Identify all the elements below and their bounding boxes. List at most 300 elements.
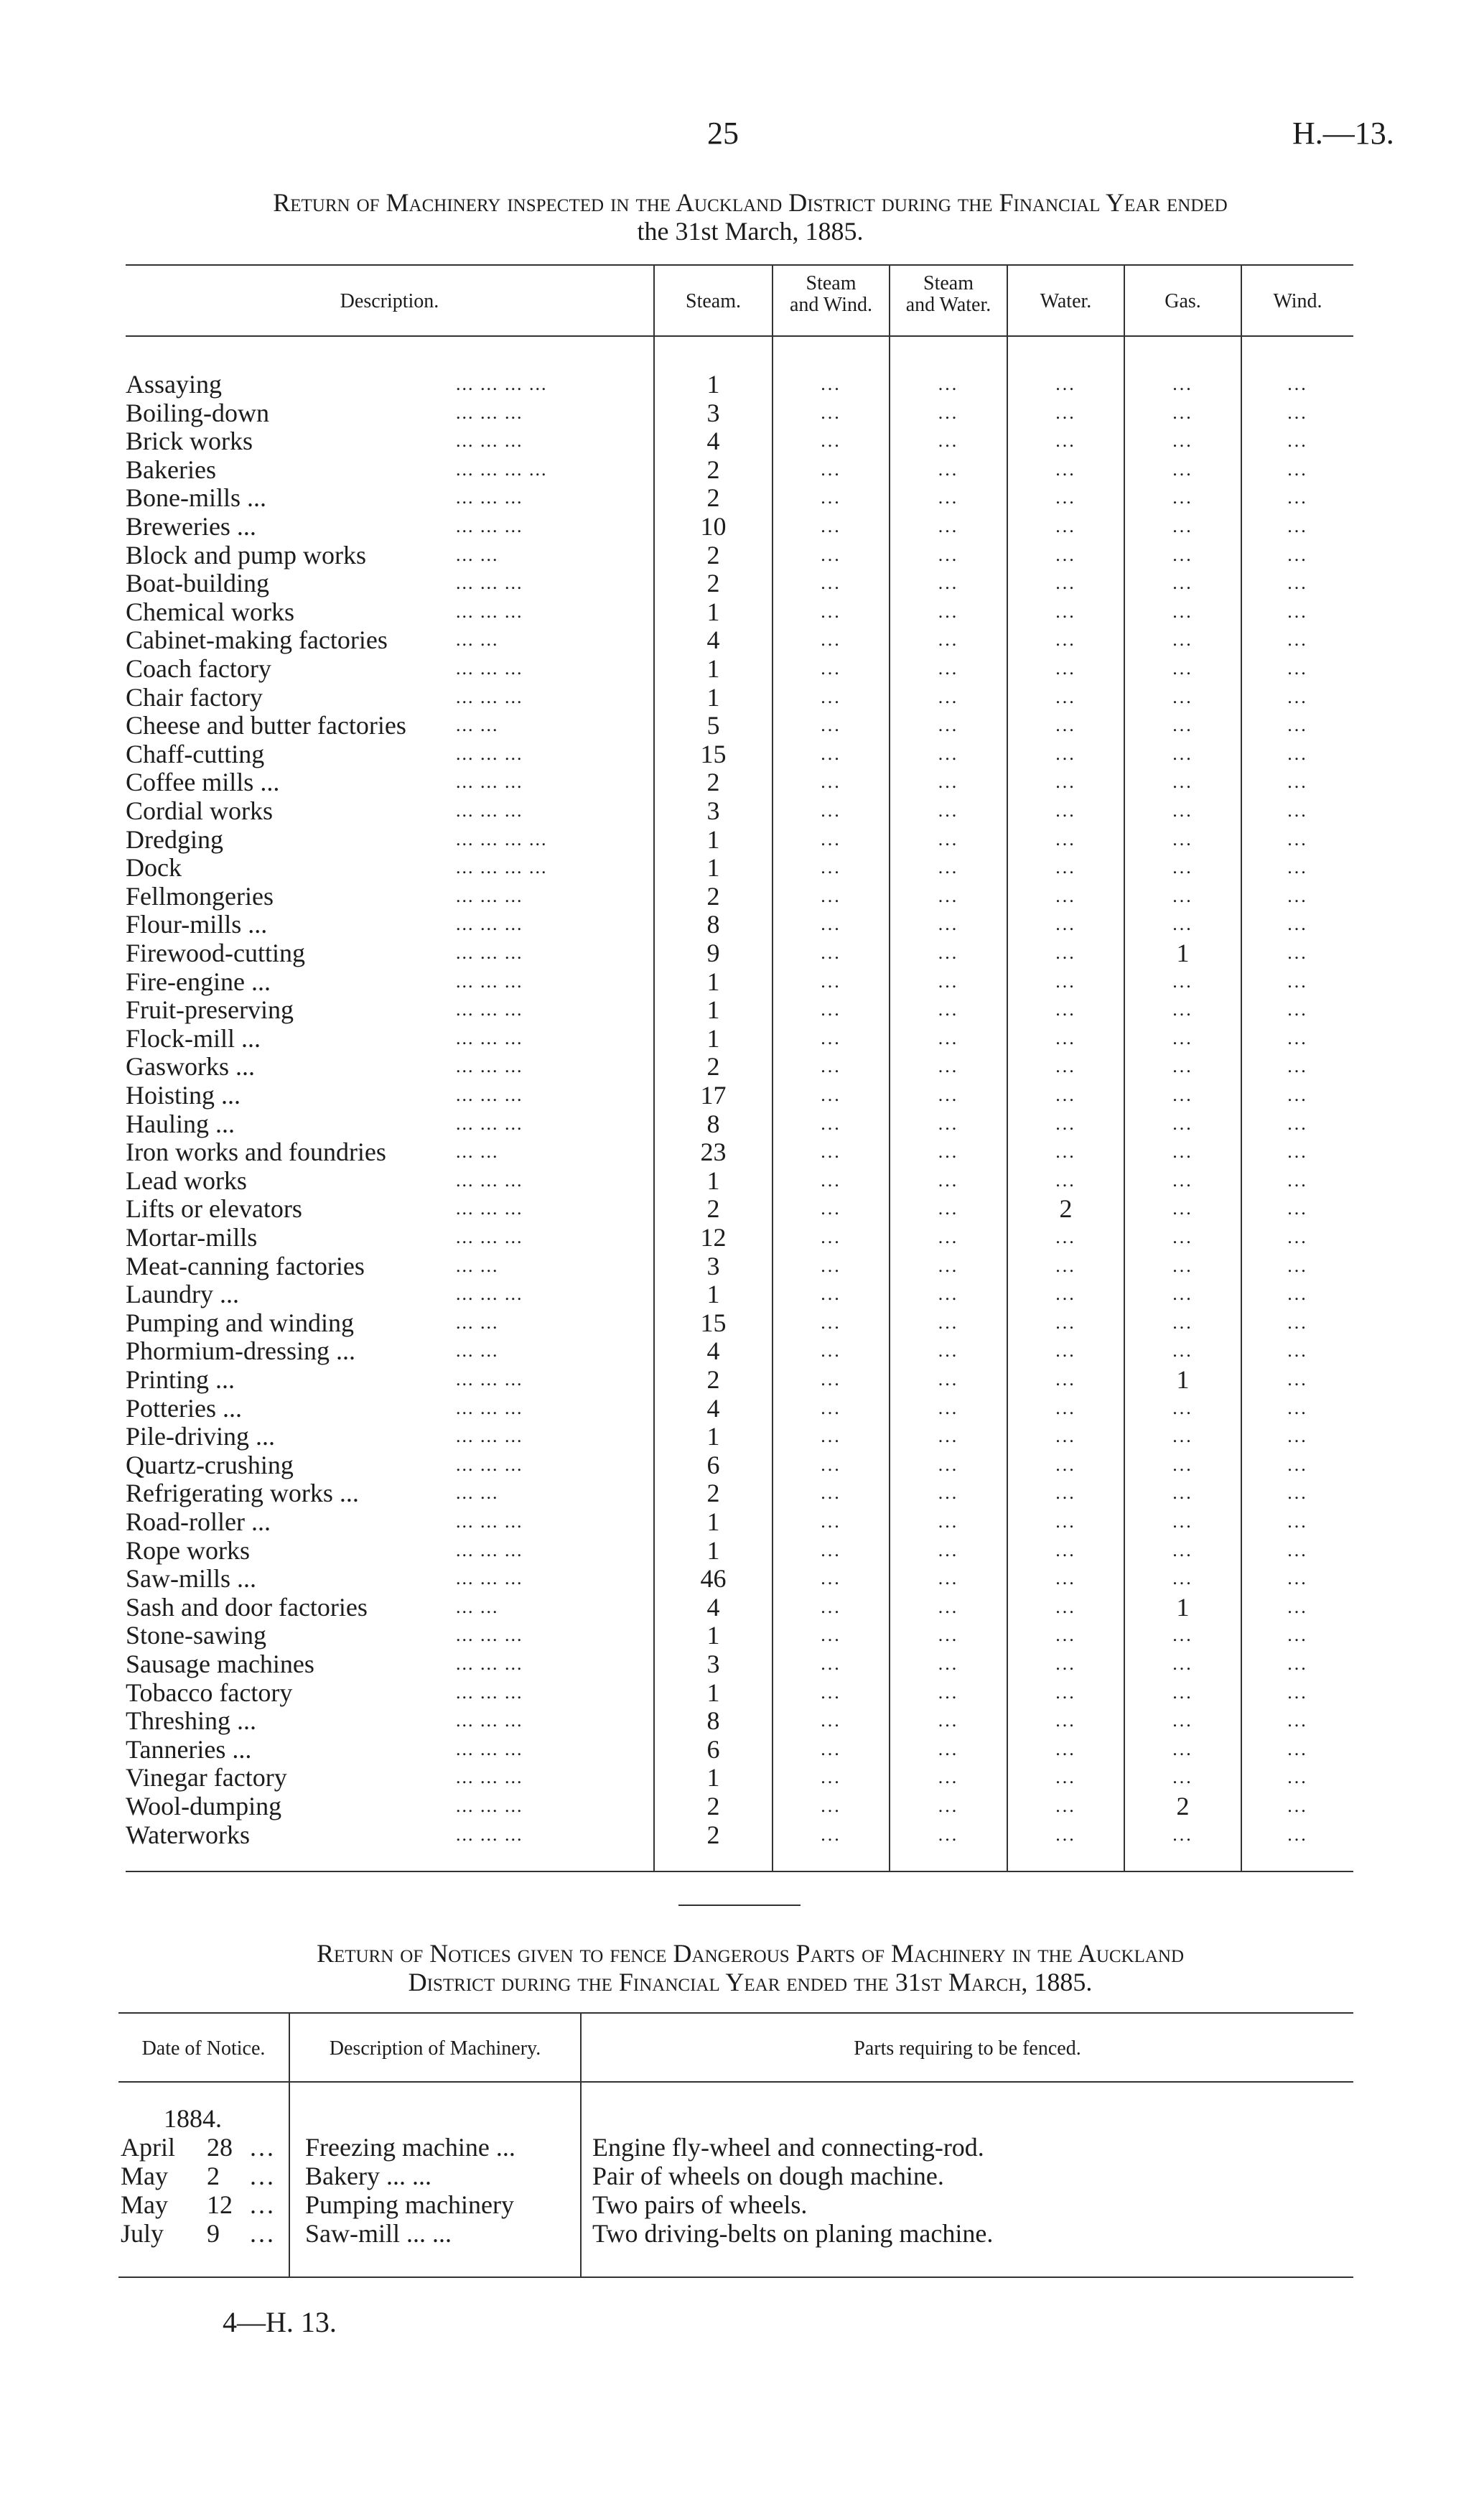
row-description: Breweries ... [126, 512, 256, 541]
cell-wind: ... [1287, 373, 1308, 394]
row-description: Chaff-cutting [126, 739, 265, 768]
row-description: Pile-driving ... [126, 1422, 275, 1451]
cell-water: ... [1055, 1255, 1076, 1276]
cell-wind: ... [1287, 800, 1308, 821]
cell-water: ... [1055, 1369, 1076, 1390]
cell-steam-water: ... [938, 458, 959, 480]
cell-gas: ... [1172, 1681, 1193, 1703]
cell-steam: 8 [706, 910, 720, 939]
cell-steam-wind: ... [821, 1084, 841, 1105]
cell-steam-wind: ... [821, 1112, 841, 1134]
row-description: Lifts or elevators [126, 1194, 302, 1224]
cell-steam: 4 [706, 626, 720, 655]
row-description: Brick works [126, 427, 253, 456]
row-description: Coach factory [126, 654, 271, 683]
cell-steam: 6 [706, 1450, 720, 1479]
cell-steam-wind: ... [821, 1198, 841, 1219]
cell-steam: 3 [706, 796, 720, 825]
row-leader-dots: ... ... ... [456, 970, 523, 992]
cell-gas: ... [1172, 1027, 1193, 1048]
cell-steam-water: ... [938, 743, 959, 764]
row-leader-dots: ... ... ... [456, 430, 523, 452]
cell-steam: 2 [706, 483, 720, 513]
col-steam-wind [773, 273, 889, 316]
cell-steam: 10 [700, 512, 727, 541]
cell-gas: ... [1172, 1084, 1193, 1105]
cell-steam-wind: ... [821, 1511, 841, 1532]
cell-wind: ... [1287, 1767, 1308, 1788]
cell-steam-water: ... [938, 487, 959, 508]
cell-steam-wind: ... [821, 800, 841, 821]
cell-steam: 1 [706, 1166, 720, 1195]
cell-steam-wind: ... [821, 1710, 841, 1731]
cell-gas: ... [1172, 1710, 1193, 1731]
cell-water: ... [1055, 999, 1076, 1020]
cell-steam-wind: ... [821, 1795, 841, 1816]
cell-wind: ... [1287, 1624, 1308, 1646]
cell-wind: ... [1287, 629, 1308, 651]
row-leader-dots: ... ... ... [456, 1112, 523, 1134]
cell-water: ... [1055, 1568, 1076, 1589]
cell-steam-water: ... [938, 1227, 959, 1247]
cell-steam-water: ... [938, 1169, 959, 1191]
cell-steam-water: ... [938, 401, 959, 423]
cell-water: ... [1055, 771, 1076, 793]
cell-water: ... [1055, 1084, 1076, 1105]
cell-steam-wind: ... [821, 1255, 841, 1276]
cell-steam: 2 [706, 881, 720, 911]
row-leader-dots: ... ... ... ... [456, 458, 548, 480]
row-description: Flock-mill ... [126, 1023, 261, 1053]
notice-parts: Two pairs of wheels. [592, 2190, 808, 2219]
row-leader-dots: ... ... ... [456, 1823, 523, 1845]
cell-steam: 1 [706, 995, 720, 1025]
cell-gas: ... [1172, 715, 1193, 736]
cell-water: ... [1055, 1653, 1076, 1674]
notice-leader-dots: ... [250, 2133, 276, 2162]
cell-steam-water: ... [938, 1738, 959, 1759]
cell-gas: ... [1172, 373, 1193, 394]
row-leader-dots: ... ... ... [456, 942, 523, 963]
cell-gas: ... [1172, 1823, 1193, 1845]
notice-parts: Two driving-belts on planing machine. [592, 2219, 994, 2248]
cell-steam-wind: ... [821, 458, 841, 480]
row-description: Tanneries ... [126, 1734, 252, 1764]
row-leader-dots: ... ... [456, 1596, 499, 1617]
cell-wind: ... [1287, 686, 1308, 707]
row-description: Road-roller ... [126, 1507, 271, 1536]
cell-steam: 46 [700, 1564, 727, 1594]
notice-month: May [121, 2190, 168, 2219]
cell-gas: ... [1172, 401, 1193, 423]
row-leader-dots: ... ... [456, 1482, 499, 1504]
cell-gas: ... [1172, 1255, 1193, 1276]
cell-wind: ... [1287, 885, 1308, 906]
cell-wind: ... [1287, 1653, 1308, 1674]
cell-steam: 23 [700, 1138, 727, 1167]
cell-steam-wind: ... [821, 857, 841, 878]
cell-wind: ... [1287, 1681, 1308, 1703]
row-description: Dock [126, 853, 182, 883]
cell-wind: ... [1287, 1482, 1308, 1504]
cell-steam-wind: ... [821, 686, 841, 707]
cell-water: ... [1055, 715, 1076, 736]
cell-steam-water: ... [938, 1482, 959, 1504]
row-description: Sausage machines [126, 1650, 314, 1678]
cell-steam-wind: ... [821, 1454, 841, 1475]
cell-gas: 1 [1176, 1365, 1190, 1394]
row-leader-dots: ... ... ... [456, 1227, 523, 1247]
row-leader-dots: ... ... ... [456, 1710, 523, 1731]
cell-steam-water: ... [938, 1653, 959, 1674]
notice-day: 2 [207, 2162, 220, 2190]
row-leader-dots: ... ... ... [456, 1539, 523, 1561]
row-leader-dots: ... ... ... ... [456, 828, 548, 850]
cell-water: ... [1055, 942, 1076, 963]
cell-water: ... [1055, 1141, 1076, 1163]
col-description: Description. [340, 290, 439, 312]
cell-gas: ... [1172, 1539, 1193, 1561]
cell-water: ... [1055, 1283, 1076, 1305]
cell-steam-water: ... [938, 828, 959, 850]
cell-water: ... [1055, 1795, 1076, 1816]
cell-steam: 1 [706, 1507, 720, 1536]
cell-steam-water: ... [938, 1369, 959, 1390]
page-number: 25 [707, 116, 739, 151]
row-description: Firewood-cutting [126, 939, 305, 967]
cell-wind: ... [1287, 942, 1308, 963]
row-leader-dots: ... ... ... [456, 1198, 523, 1219]
row-leader-dots: ... ... ... [456, 1681, 523, 1703]
cell-gas: ... [1172, 828, 1193, 850]
cell-steam-water: ... [938, 715, 959, 736]
cell-gas: ... [1172, 1482, 1193, 1504]
cell-water: ... [1055, 970, 1076, 992]
row-leader-dots: ... ... ... [456, 600, 523, 622]
cell-water: ... [1055, 1112, 1076, 1134]
cell-gas: ... [1172, 913, 1193, 935]
cell-steam-wind: ... [821, 1681, 841, 1703]
cell-steam-wind: ... [821, 1653, 841, 1674]
cell-steam: 1 [706, 597, 720, 626]
cell-steam-wind: ... [821, 1056, 841, 1077]
cell-water: ... [1055, 1596, 1076, 1617]
cell-steam-wind: ... [821, 885, 841, 906]
notices-year: 1884. [164, 2104, 222, 2133]
cell-wind: ... [1287, 544, 1308, 565]
row-description: Wool-dumping [126, 1792, 282, 1820]
cell-steam-water: ... [938, 1624, 959, 1646]
cell-gas: ... [1172, 430, 1193, 452]
row-leader-dots: ... ... ... [456, 1738, 523, 1759]
cell-steam-water: ... [938, 686, 959, 707]
row-description: Lead works [126, 1166, 247, 1195]
cell-steam-wind: ... [821, 715, 841, 736]
notice-day: 9 [207, 2219, 220, 2248]
cell-water: ... [1055, 686, 1076, 707]
row-description: Printing ... [126, 1365, 235, 1394]
cell-water: ... [1055, 572, 1076, 594]
cell-steam-water: ... [938, 1056, 959, 1077]
cell-wind: ... [1287, 1397, 1308, 1418]
row-description: Fruit-preserving [126, 995, 294, 1025]
cell-steam: 1 [706, 824, 720, 854]
cell-steam-wind: ... [821, 1169, 841, 1191]
notices-table-header-rule [118, 2081, 1353, 2083]
cell-steam-water: ... [938, 1568, 959, 1589]
cell-gas: ... [1172, 487, 1193, 508]
row-description: Bakeries [126, 455, 216, 484]
cell-steam: 3 [706, 398, 720, 427]
cell-gas: ... [1172, 686, 1193, 707]
cell-steam-water: ... [938, 1141, 959, 1163]
cell-steam-water: ... [938, 1255, 959, 1276]
cell-steam: 17 [700, 1081, 727, 1110]
cell-steam-wind: ... [821, 999, 841, 1020]
cell-steam-wind: ... [821, 1823, 841, 1845]
cell-wind: ... [1287, 1084, 1308, 1105]
cell-water: ... [1055, 1340, 1076, 1362]
row-leader-dots: ... ... ... [456, 1795, 523, 1816]
row-description: Mortar-mills [126, 1223, 258, 1252]
table-top-rule [126, 264, 1353, 266]
cell-wind: ... [1287, 572, 1308, 594]
row-description: Vinegar factory [126, 1763, 287, 1792]
cell-water: ... [1055, 487, 1076, 508]
cell-steam: 4 [706, 1393, 720, 1423]
cell-steam-wind: ... [821, 1340, 841, 1362]
cell-wind: ... [1287, 999, 1308, 1020]
notice-day: 12 [207, 2190, 233, 2219]
cell-steam: 1 [706, 1621, 720, 1650]
cell-wind: ... [1287, 1112, 1308, 1134]
cell-wind: ... [1287, 430, 1308, 452]
cell-steam: 1 [706, 654, 720, 683]
cell-water: ... [1055, 516, 1076, 536]
col-gas: Gas. [1165, 290, 1201, 312]
cell-gas: ... [1172, 1511, 1193, 1532]
notice-month: May [121, 2162, 168, 2190]
cell-steam: 2 [706, 1792, 720, 1820]
cell-steam: 4 [706, 1336, 720, 1366]
row-leader-dots: ... ... ... [456, 516, 523, 536]
cell-gas: ... [1172, 544, 1193, 565]
row-description: Saw-mills ... [126, 1564, 257, 1594]
row-leader-dots: ... ... ... [456, 1283, 523, 1305]
row-leader-dots: ... ... ... [456, 1056, 523, 1077]
cell-steam-water: ... [938, 373, 959, 394]
cell-steam-wind: ... [821, 629, 841, 651]
cell-wind: ... [1287, 1369, 1308, 1390]
cell-water: ... [1055, 430, 1076, 452]
cell-steam-wind: ... [821, 771, 841, 793]
cell-wind: ... [1287, 1056, 1308, 1077]
cell-steam-water: ... [938, 600, 959, 622]
cell-gas: ... [1172, 800, 1193, 821]
row-description: Iron works and foundries [126, 1138, 386, 1167]
row-description: Cordial works [126, 796, 273, 825]
cell-wind: ... [1287, 1426, 1308, 1447]
cell-steam-wind: ... [821, 1539, 841, 1561]
row-leader-dots: ... ... ... [456, 1653, 523, 1674]
cell-wind: ... [1287, 1169, 1308, 1191]
cell-water: ... [1055, 1056, 1076, 1077]
cell-steam-water: ... [938, 771, 959, 793]
row-leader-dots: ... ... [456, 1311, 499, 1333]
cell-water: ... [1055, 544, 1076, 565]
cell-wind: ... [1287, 516, 1308, 536]
cell-steam-water: ... [938, 1340, 959, 1362]
row-leader-dots: ... ... ... [456, 1369, 523, 1390]
cell-wind: ... [1287, 1738, 1308, 1759]
row-description: Fellmongeries [126, 881, 274, 911]
cell-gas: ... [1172, 1283, 1193, 1305]
notices-col-machinery: Description of Machinery. [329, 2037, 541, 2060]
cell-steam-wind: ... [821, 401, 841, 423]
cell-steam-wind: ... [821, 1596, 841, 1617]
notice-month: July [121, 2219, 164, 2248]
row-description: Coffee mills ... [126, 768, 280, 797]
cell-wind: ... [1287, 743, 1308, 764]
cell-wind: ... [1287, 401, 1308, 423]
cell-steam-wind: ... [821, 1482, 841, 1504]
col-steam: Steam. [686, 290, 741, 312]
machinery-return-title-date: the 31st March, 1885. [637, 217, 864, 246]
cell-steam-water: ... [938, 1511, 959, 1532]
row-leader-dots: ... ... ... [456, 487, 523, 508]
cell-gas: ... [1172, 1653, 1193, 1674]
cell-water: ... [1055, 828, 1076, 850]
cell-gas: ... [1172, 1340, 1193, 1362]
cell-steam-water: ... [938, 572, 959, 594]
machinery-return-title: Return of Machinery inspected in the Auckland District during the Financial Year ended [273, 188, 1228, 217]
notice-machinery: Bakery ... ... [305, 2162, 431, 2190]
row-description: Cabinet-making factories [126, 626, 388, 655]
cell-wind: ... [1287, 1198, 1308, 1219]
cell-steam: 2 [706, 1365, 720, 1394]
cell-steam-water: ... [938, 430, 959, 452]
notice-month: April [121, 2133, 175, 2162]
series-code: H.—13. [1292, 116, 1394, 151]
row-description: Laundry ... [126, 1280, 239, 1309]
cell-steam-wind: ... [821, 572, 841, 594]
notice-machinery: Freezing machine ... [305, 2133, 515, 2162]
cell-wind: ... [1287, 857, 1308, 878]
cell-water: ... [1055, 458, 1076, 480]
cell-water: ... [1055, 1027, 1076, 1048]
cell-steam-wind: ... [821, 743, 841, 764]
table-header-rule [126, 335, 1353, 337]
notices-return-title: Return of Notices given to fence Dangerous Parts of Machinery in the Auckland [316, 1939, 1185, 1968]
cell-steam-water: ... [938, 1027, 959, 1048]
cell-steam-wind: ... [821, 1624, 841, 1646]
cell-wind: ... [1287, 913, 1308, 935]
notice-machinery: Saw-mill ... ... [305, 2219, 452, 2248]
cell-water: ... [1055, 743, 1076, 764]
cell-gas: ... [1172, 658, 1193, 679]
section-separator [678, 1905, 801, 1906]
cell-steam-wind: ... [821, 516, 841, 536]
cell-wind: ... [1287, 715, 1308, 736]
table-bottom-rule [126, 1871, 1353, 1872]
cell-steam: 2 [706, 768, 720, 797]
cell-steam: 12 [700, 1223, 727, 1252]
cell-water: ... [1055, 1710, 1076, 1731]
cell-steam: 6 [706, 1734, 720, 1764]
cell-gas: ... [1172, 629, 1193, 651]
cell-wind: ... [1287, 658, 1308, 679]
notice-leader-dots: ... [250, 2190, 276, 2219]
cell-gas: ... [1172, 885, 1193, 906]
cell-steam-water: ... [938, 857, 959, 878]
cell-steam-wind: ... [821, 1767, 841, 1788]
row-leader-dots: ... ... ... [456, 743, 523, 764]
cell-steam-water: ... [938, 1596, 959, 1617]
cell-steam: 2 [706, 1194, 720, 1224]
cell-steam-water: ... [938, 970, 959, 992]
cell-water: ... [1055, 658, 1076, 679]
cell-gas: ... [1172, 1056, 1193, 1077]
cell-steam: 2 [706, 455, 720, 484]
cell-steam-water: ... [938, 1454, 959, 1475]
cell-gas: ... [1172, 1397, 1193, 1418]
cell-steam-water: ... [938, 885, 959, 906]
cell-water: ... [1055, 1681, 1076, 1703]
cell-water: ... [1055, 629, 1076, 651]
cell-steam-wind: ... [821, 828, 841, 850]
cell-water: ... [1055, 1454, 1076, 1475]
cell-water: ... [1055, 1767, 1076, 1788]
row-description: Refrigerating works ... [126, 1479, 359, 1508]
cell-gas: ... [1172, 1624, 1193, 1646]
cell-steam-wind: ... [821, 1311, 841, 1333]
cell-steam-water: ... [938, 516, 959, 536]
cell-steam-wind: ... [821, 1227, 841, 1247]
cell-steam: 1 [706, 1422, 720, 1451]
cell-steam: 8 [706, 1706, 720, 1736]
row-leader-dots: ... ... ... ... [456, 373, 548, 394]
cell-gas: ... [1172, 1311, 1193, 1333]
cell-water: ... [1055, 800, 1076, 821]
row-leader-dots: ... ... [456, 629, 499, 651]
cell-wind: ... [1287, 1795, 1308, 1816]
cell-steam-wind: ... [821, 970, 841, 992]
col-steam-wind-line1: Steam [806, 272, 857, 294]
col-wind: Wind. [1273, 290, 1322, 312]
cell-steam: 1 [706, 1763, 720, 1792]
cell-water: ... [1055, 913, 1076, 935]
cell-steam: 1 [706, 1280, 720, 1309]
row-leader-dots: ... ... ... [456, 1624, 523, 1646]
cell-steam-water: ... [938, 1710, 959, 1731]
row-leader-dots: ... ... ... [456, 1426, 523, 1447]
row-leader-dots: ... ... ... [456, 658, 523, 679]
row-leader-dots: ... ... ... [456, 1084, 523, 1105]
cell-wind: ... [1287, 1283, 1308, 1305]
cell-wind: ... [1287, 1141, 1308, 1163]
cell-gas: ... [1172, 1454, 1193, 1475]
row-description: Tobacco factory [126, 1678, 293, 1707]
cell-wind: ... [1287, 771, 1308, 793]
notices-col-parts: Parts requiring to be fenced. [854, 2037, 1081, 2060]
cell-gas: ... [1172, 1767, 1193, 1788]
cell-steam-wind: ... [821, 942, 841, 963]
col-steam-water [890, 273, 1007, 316]
notices-col-date: Date of Notice. [141, 2037, 266, 2060]
cell-gas: ... [1172, 1169, 1193, 1191]
cell-steam-wind: ... [821, 373, 841, 394]
cell-steam-wind: ... [821, 1568, 841, 1589]
